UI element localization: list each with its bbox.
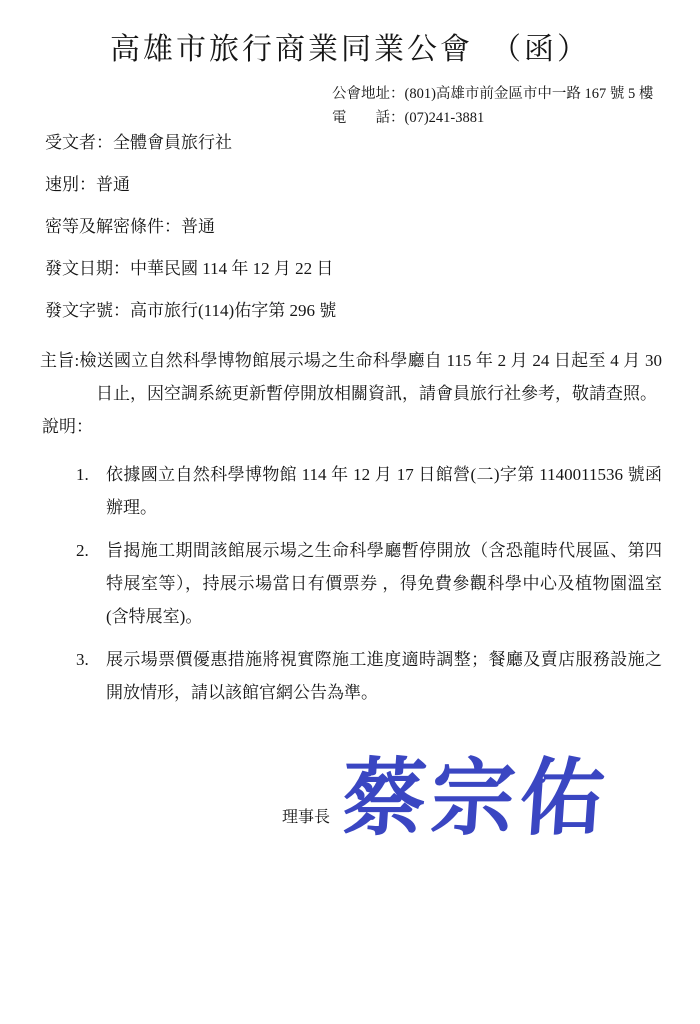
explanation-label: 說明：: [42, 417, 93, 436]
letter-fields: [45, 134, 700, 320]
list-item-number: 3.: [76, 650, 89, 669]
association-address: 公會地址：(801)高雄市前金區市中一路 167 號 5 樓: [332, 86, 654, 102]
list-item: [76, 643, 662, 709]
association-phone: 電 話：(07)241-3881: [332, 110, 485, 126]
chairman-title: 理事長: [282, 808, 331, 826]
signature-block: [282, 745, 700, 855]
list-item-text: 旨揭施工期間該館展示場之生命科學廳暫停開放（含恐龍時代展區、第四特展室等），持展示場當日有價票券 ，得免費參觀科學中心及植物園溫室(含特展室)。: [106, 541, 662, 626]
list-item-text: 依據國立自然科學博物館 114 年 12 月 17 日館營(二)字第 1140011536 號函辦理。: [106, 465, 662, 517]
field-security: 密等及解密條件：普通: [45, 217, 215, 236]
list-item-number: 2.: [76, 541, 89, 560]
subject-text: 檢送國立自然科學博物館展示場之生命科學廳自 115 年 2 月 24 日起至 4 月 30 日止，因空調系統更新暫停開放相關資訊，請會員旅行社參考，敬請查照。: [79, 351, 662, 403]
field-issue-date: 發文日期：中華民國 114 年 12 月 22 日: [45, 259, 334, 278]
list-item-number: 1.: [76, 465, 89, 484]
chairman-signature: 蔡宗佑: [338, 753, 613, 846]
subject-paragraph: [40, 344, 662, 410]
list-item-text: 展示場票價優惠措施將視實際施工進度適時調整；餐廳及賣店服務設施之開放情形，請以該館官網公告為準。: [106, 650, 662, 702]
field-priority: 速別：普通: [45, 175, 130, 194]
field-ref-number: 發文字號：高市旅行(114)佑字第 296 號: [45, 301, 337, 320]
document-title: 高雄市旅行商業同業公會 （函）: [110, 33, 590, 66]
letterhead-block: [332, 82, 700, 130]
field-recipient: 受文者：全體會員旅行社: [45, 133, 232, 152]
list-item: [76, 458, 662, 524]
subject-label: 主旨:: [40, 351, 80, 370]
list-item: [76, 534, 662, 633]
explanation-list: [76, 458, 662, 709]
